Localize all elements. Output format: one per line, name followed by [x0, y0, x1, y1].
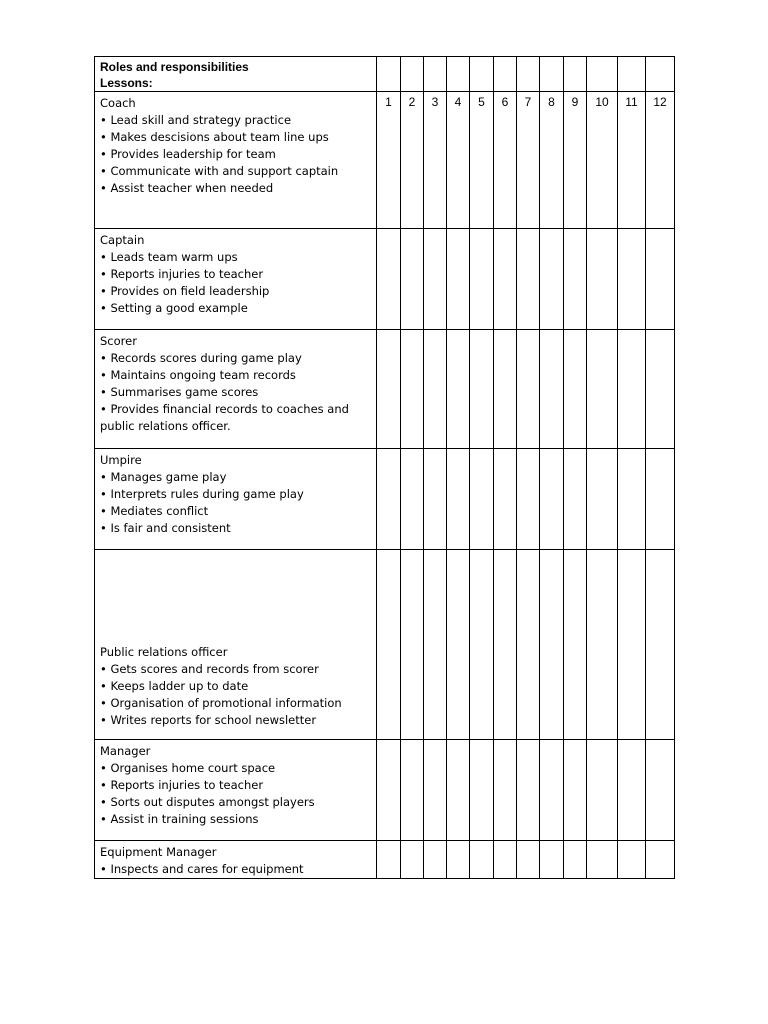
lesson-check-cell[interactable]: [646, 229, 675, 330]
table-body: [95, 57, 675, 879]
lesson-check-cell[interactable]: [470, 740, 494, 841]
lesson-check-cell[interactable]: [540, 740, 564, 841]
lesson-check-cell[interactable]: [618, 449, 646, 550]
role-description-cell: [95, 229, 377, 330]
role-row: [95, 740, 675, 841]
role-name: Equipment Manager: [100, 845, 217, 859]
role-duty: • Sorts out disputes amongst players: [100, 795, 315, 809]
lesson-number: 2: [401, 92, 424, 229]
lesson-number: 5: [470, 92, 494, 229]
lesson-check-cell[interactable]: [618, 229, 646, 330]
lesson-check-cell[interactable]: [646, 330, 675, 449]
role-description-cell: [95, 92, 377, 229]
lesson-check-cell[interactable]: [377, 550, 401, 740]
role-duty: • Gets scores and records from scorer: [100, 662, 319, 676]
role-name: Captain: [100, 233, 145, 247]
role-duty: • Organises home court space: [100, 761, 276, 775]
role-duty: • Assist teacher when needed: [100, 181, 274, 195]
header-lesson-cell[interactable]: [470, 57, 494, 92]
header-lesson-cell[interactable]: [377, 57, 401, 92]
lesson-check-cell[interactable]: [494, 550, 517, 740]
lesson-check-cell[interactable]: [646, 550, 675, 740]
lesson-number: 10: [587, 92, 618, 229]
role-name: Coach: [100, 96, 136, 110]
header-lesson-cell[interactable]: [618, 57, 646, 92]
lesson-check-cell[interactable]: [377, 740, 401, 841]
lesson-check-cell[interactable]: [494, 841, 517, 879]
lesson-check-cell[interactable]: [564, 330, 587, 449]
lesson-check-cell[interactable]: [424, 229, 447, 330]
role-duty: • Assist in training sessions: [100, 812, 259, 826]
lesson-number: 11: [618, 92, 646, 229]
lesson-check-cell[interactable]: [424, 449, 447, 550]
lesson-check-cell[interactable]: [470, 229, 494, 330]
role-description-cell: [95, 330, 377, 449]
role-duty: • Provides financial records to coaches and public relations officer.: [100, 402, 349, 433]
lesson-check-cell[interactable]: [646, 740, 675, 841]
lesson-check-cell[interactable]: [564, 449, 587, 550]
lesson-check-cell[interactable]: [424, 740, 447, 841]
role-duty: • Makes descisions about team line ups: [100, 130, 329, 144]
lesson-check-cell[interactable]: [618, 330, 646, 449]
lesson-check-cell[interactable]: [447, 449, 470, 550]
lesson-check-cell[interactable]: [540, 449, 564, 550]
role-description-cell: [95, 740, 377, 841]
role-duty: • Is fair and consistent: [100, 521, 231, 535]
lesson-check-cell[interactable]: [587, 330, 618, 449]
role-row: [95, 92, 675, 229]
lesson-check-cell[interactable]: [587, 841, 618, 879]
role-name: Manager: [100, 744, 151, 758]
role-duty: • Manages game play: [100, 470, 227, 484]
lesson-check-cell[interactable]: [517, 841, 540, 879]
lesson-check-cell[interactable]: [447, 841, 470, 879]
lesson-check-cell[interactable]: [517, 229, 540, 330]
role-row: [95, 330, 675, 449]
lesson-check-cell[interactable]: [424, 550, 447, 740]
lesson-check-cell[interactable]: [377, 229, 401, 330]
role-duty: • Writes reports for school newsletter: [100, 713, 317, 727]
role-duty: • Setting a good example: [100, 301, 248, 315]
header-lesson-cell[interactable]: [517, 57, 540, 92]
lesson-check-cell[interactable]: [540, 229, 564, 330]
lesson-check-cell[interactable]: [564, 229, 587, 330]
lesson-check-cell[interactable]: [646, 841, 675, 879]
lesson-check-cell[interactable]: [424, 841, 447, 879]
lesson-check-cell[interactable]: [401, 449, 424, 550]
role-description-cell: [95, 841, 377, 879]
role-row: [95, 841, 675, 879]
table-title: Roles and responsibilities: [100, 60, 249, 74]
lesson-check-cell[interactable]: [494, 229, 517, 330]
table-header-cell: [95, 57, 377, 92]
role-duty: • Reports injuries to teacher: [100, 267, 264, 281]
lesson-check-cell[interactable]: [470, 841, 494, 879]
lesson-number: 7: [517, 92, 540, 229]
lesson-check-cell[interactable]: [618, 740, 646, 841]
lesson-check-cell[interactable]: [564, 841, 587, 879]
lesson-check-cell[interactable]: [424, 330, 447, 449]
role-duty: • Records scores during game play: [100, 351, 302, 365]
lesson-check-cell[interactable]: [618, 550, 646, 740]
lesson-check-cell[interactable]: [494, 330, 517, 449]
header-lesson-cell[interactable]: [494, 57, 517, 92]
lesson-check-cell[interactable]: [447, 740, 470, 841]
lesson-check-cell[interactable]: [470, 550, 494, 740]
header-lesson-cell[interactable]: [646, 57, 675, 92]
role-description-cell: [95, 550, 377, 740]
roles-responsibilities-table: [94, 56, 675, 879]
lesson-check-cell[interactable]: [587, 449, 618, 550]
table-header-row: [95, 57, 675, 92]
lesson-check-cell[interactable]: [377, 330, 401, 449]
role-duty: • Lead skill and strategy practice: [100, 113, 292, 127]
role-description-cell: [95, 449, 377, 550]
header-lesson-cell[interactable]: [587, 57, 618, 92]
lesson-number: 12: [646, 92, 675, 229]
role-duty: • Maintains ongoing team records: [100, 368, 296, 382]
role-duty: • Leads team warm ups: [100, 250, 238, 264]
role-row: [95, 550, 675, 740]
lesson-number: 8: [540, 92, 564, 229]
lesson-number: 6: [494, 92, 517, 229]
lesson-check-cell[interactable]: [587, 550, 618, 740]
role-duty: • Reports injuries to teacher: [100, 778, 264, 792]
lesson-check-cell[interactable]: [587, 740, 618, 841]
header-lesson-cell[interactable]: [401, 57, 424, 92]
lesson-check-cell[interactable]: [447, 229, 470, 330]
lesson-number: 9: [564, 92, 587, 229]
lesson-check-cell[interactable]: [401, 550, 424, 740]
lesson-check-cell[interactable]: [470, 330, 494, 449]
lesson-check-cell[interactable]: [447, 330, 470, 449]
lesson-check-cell[interactable]: [470, 449, 494, 550]
lesson-number: 1: [377, 92, 401, 229]
lesson-check-cell[interactable]: [377, 841, 401, 879]
lesson-check-cell[interactable]: [401, 841, 424, 879]
lesson-check-cell[interactable]: [494, 449, 517, 550]
lesson-check-cell[interactable]: [517, 330, 540, 449]
lesson-check-cell[interactable]: [618, 841, 646, 879]
role-duty: • Mediates conflict: [100, 504, 209, 518]
header-lesson-cell[interactable]: [424, 57, 447, 92]
role-row: [95, 229, 675, 330]
lesson-check-cell[interactable]: [494, 740, 517, 841]
role-duty: • Communicate with and support captain: [100, 164, 339, 178]
header-lesson-cell[interactable]: [564, 57, 587, 92]
lesson-number: 3: [424, 92, 447, 229]
lesson-check-cell[interactable]: [646, 449, 675, 550]
lesson-check-cell[interactable]: [401, 330, 424, 449]
role-duty: • Inspects and cares for equipment: [100, 862, 304, 876]
lesson-check-cell[interactable]: [517, 550, 540, 740]
lesson-check-cell[interactable]: [540, 841, 564, 879]
role-duty: • Interprets rules during game play: [100, 487, 304, 501]
role-name: Umpire: [100, 453, 142, 467]
role-duty: • Provides on field leadership: [100, 284, 270, 298]
lesson-check-cell[interactable]: [564, 740, 587, 841]
lesson-check-cell[interactable]: [564, 550, 587, 740]
lesson-check-cell[interactable]: [540, 330, 564, 449]
lesson-check-cell[interactable]: [517, 449, 540, 550]
role-duty: • Organisation of promotional information: [100, 696, 342, 710]
role-name: Scorer: [100, 334, 137, 348]
lesson-check-cell[interactable]: [517, 740, 540, 841]
role-row: [95, 449, 675, 550]
lesson-check-cell[interactable]: [401, 229, 424, 330]
lesson-check-cell[interactable]: [587, 229, 618, 330]
lesson-number: 4: [447, 92, 470, 229]
lesson-check-cell[interactable]: [447, 550, 470, 740]
lesson-check-cell[interactable]: [401, 740, 424, 841]
lessons-label: Lessons:: [100, 76, 153, 90]
header-lesson-cell[interactable]: [540, 57, 564, 92]
role-duty: • Summarises game scores: [100, 385, 259, 399]
role-duty: • Provides leadership for team: [100, 147, 276, 161]
lesson-check-cell[interactable]: [540, 550, 564, 740]
header-lesson-cell[interactable]: [447, 57, 470, 92]
role-duty: • Keeps ladder up to date: [100, 679, 249, 693]
role-name: Public relations officer: [100, 645, 228, 659]
lesson-check-cell[interactable]: [377, 449, 401, 550]
